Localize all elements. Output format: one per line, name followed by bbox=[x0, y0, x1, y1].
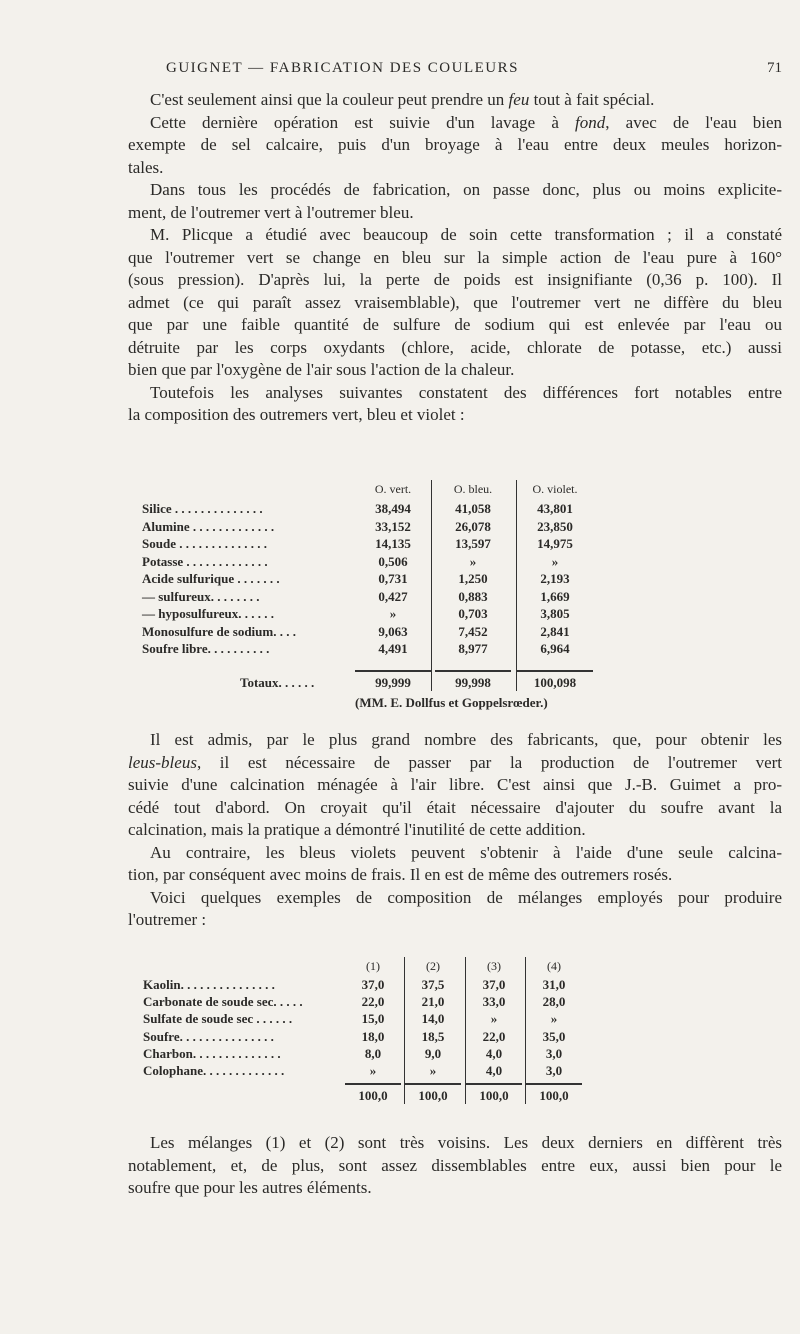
table-cell: 9,0 bbox=[424, 1045, 442, 1061]
row-label: Soufre. . . . . . . . . . . . . . . bbox=[143, 1028, 274, 1044]
text-line: tion, par conséquent avec moins de frais. Il en est de même des outremers rosés. bbox=[128, 865, 673, 884]
text-line: cédé tout d'abord. On croyait qu'il était nécessaire d'ajouter du soufre avant la bbox=[128, 797, 782, 817]
row-label: Potasse . . . . . . . . . . . . . bbox=[142, 553, 268, 569]
table-cell: 23,850 bbox=[537, 518, 573, 534]
italic-text: fond bbox=[575, 112, 606, 132]
total-rule bbox=[355, 670, 431, 672]
total-rule bbox=[345, 1083, 401, 1085]
row-label: — hyposulfureux. . . . . . bbox=[142, 606, 274, 621]
text-block-bottom bbox=[128, 1132, 782, 1200]
table-cell: 4,0 bbox=[485, 1045, 503, 1061]
table-cell: 7,452 bbox=[458, 623, 488, 639]
column-header: (2) bbox=[426, 959, 440, 973]
row-label: Acide sulfurique . . . . . . . bbox=[142, 571, 280, 586]
row-label: Soude . . . . . . . . . . . . . . bbox=[142, 536, 267, 551]
text-line: ment, de l'outremer vert à l'outremer bleu. bbox=[128, 202, 414, 222]
column-header: O. vert. bbox=[374, 482, 412, 496]
row-label: — sulfureux. . . . . . . . bbox=[142, 588, 260, 604]
table-cell: 26,078 bbox=[455, 518, 491, 534]
table-cell: 14,975 bbox=[537, 536, 573, 551]
text-line: calcination, mais la pratique a démontré l'inutilité de cette addition. bbox=[128, 820, 586, 839]
table-cell: 18,0 bbox=[361, 1028, 385, 1044]
page-header bbox=[128, 60, 782, 80]
table-cell: 1,250 bbox=[458, 571, 488, 586]
page-number: 71 bbox=[767, 60, 782, 76]
table-cell: 37,5 bbox=[421, 977, 445, 992]
table-cell: 28,0 bbox=[542, 994, 566, 1010]
total-label: Totaux. . . . . . bbox=[240, 675, 315, 690]
text-line: Les mélanges (1) et (2) sont très voisins. Les deux derniers en diffèrent très bbox=[150, 1133, 782, 1152]
column-header: (1) bbox=[366, 959, 380, 973]
table-cell: 2,193 bbox=[540, 571, 570, 586]
column-divider bbox=[465, 957, 466, 1104]
table-cell: 33,0 bbox=[482, 994, 506, 1010]
text-segment: tout à fait spécial. bbox=[529, 90, 655, 109]
text-line: Il est admis, par le plus grand nombre des fabricants, que, pour obtenir les bbox=[150, 730, 782, 749]
row-label: Soufre libre. . . . . . . . . . bbox=[142, 641, 270, 656]
column-divider bbox=[404, 957, 405, 1104]
table-cell: 15,0 bbox=[361, 1011, 385, 1027]
table-cell: » bbox=[490, 1011, 498, 1027]
table-cell: 31,0 bbox=[542, 977, 566, 992]
row-label: Colophane. . . . . . . . . . . . . bbox=[143, 1063, 285, 1078]
row-label: Sulfate de soude sec . . . . . . bbox=[143, 1011, 293, 1027]
table-cell: 33,152 bbox=[375, 518, 411, 534]
table-cell: » bbox=[429, 1063, 437, 1078]
text-line: bien que par l'oxygène de l'air sous l'action de la chaleur. bbox=[128, 360, 515, 379]
table-cell: 18,5 bbox=[421, 1028, 445, 1044]
table-cell: 21,0 bbox=[421, 994, 445, 1010]
text-segment: C'est seulement ainsi que la couleur peut prendre un bbox=[150, 90, 509, 109]
total-cell: 100,0 bbox=[539, 1088, 569, 1103]
text-block-middle bbox=[128, 729, 782, 932]
column-divider bbox=[525, 957, 526, 1104]
table-cell: 41,058 bbox=[455, 501, 491, 516]
table-cell: 2,841 bbox=[540, 623, 570, 639]
italic-text: feu bbox=[508, 90, 530, 109]
text-line: M. Plicque a étudié avec beaucoup de soin cette transformation ; il a constaté bbox=[150, 225, 782, 244]
table-cell: » bbox=[551, 553, 559, 569]
table-cell: 4,491 bbox=[378, 641, 408, 656]
text-line: soufre que pour les autres éléments. bbox=[128, 1178, 372, 1197]
table-cell: 22,0 bbox=[482, 1028, 506, 1044]
text-line: tales. bbox=[128, 157, 164, 177]
row-label: Monosulfure de sodium. . . . bbox=[142, 623, 296, 639]
table-credit: (MM. E. Dollfus et Goppelsrœder.) bbox=[355, 695, 548, 710]
text-line: exempte de sel calcaire, puis d'un broyage à l'eau entre deux meules horizon- bbox=[128, 135, 782, 154]
table-cell: » bbox=[389, 606, 397, 621]
row-label: Silice . . . . . . . . . . . . . . bbox=[142, 501, 263, 516]
text-line: Voici quelques exemples de composition de mélanges employés pour produire bbox=[150, 887, 782, 907]
text-line bbox=[128, 89, 782, 112]
text-line bbox=[128, 112, 782, 135]
table-cell: 0,427 bbox=[378, 588, 408, 604]
total-rule bbox=[435, 670, 511, 672]
table-cell: 0,506 bbox=[378, 553, 408, 569]
text-line: détruite par les corps oxydants (chlore, acide, chlorate de potasse, etc.) aussi bbox=[128, 337, 782, 357]
column-divider bbox=[431, 480, 432, 691]
row-label: Charbon. . . . . . . . . . . . . . bbox=[143, 1045, 281, 1061]
row-label: Kaolin. . . . . . . . . . . . . . . bbox=[143, 977, 275, 992]
table-cell: 3,0 bbox=[545, 1045, 563, 1061]
total-rule bbox=[405, 1083, 461, 1085]
table-cell: 22,0 bbox=[361, 994, 385, 1010]
text-line: notablement, et, de plus, sont assez dissemblables entre eux, aussi bien pour le bbox=[128, 1155, 782, 1175]
table-cell: » bbox=[550, 1011, 558, 1027]
table-cell: 4,0 bbox=[485, 1063, 503, 1078]
row-label: Alumine . . . . . . . . . . . . . bbox=[142, 518, 275, 534]
text-segment: , avec de l'eau bien bbox=[605, 112, 782, 132]
total-cell: 99,999 bbox=[375, 675, 411, 690]
table-cell: 3,0 bbox=[545, 1063, 563, 1078]
row-label: Carbonate de soude sec. . . . . bbox=[143, 994, 303, 1010]
total-cell: 100,0 bbox=[418, 1088, 448, 1103]
table-cell: 0,731 bbox=[378, 571, 408, 586]
table-cell: 0,703 bbox=[458, 606, 488, 621]
text-line: Dans tous les procédés de fabrication, on passe donc, plus ou moins explicite- bbox=[150, 180, 782, 199]
text-line: Au contraire, les bleus violets peuvent s'obtenir à l'aide d'une seule calcina- bbox=[150, 842, 782, 862]
table-cell: 8,0 bbox=[364, 1045, 382, 1061]
table-cell: 1,669 bbox=[540, 588, 570, 604]
column-divider bbox=[516, 480, 517, 691]
table-cell: 14,135 bbox=[375, 536, 411, 551]
total-cell: 100,098 bbox=[533, 675, 577, 690]
table-cell: 8,977 bbox=[458, 641, 488, 656]
table-cell: 14,0 bbox=[421, 1011, 445, 1027]
table-cell: 35,0 bbox=[542, 1028, 566, 1044]
total-rule bbox=[526, 1083, 582, 1085]
text-block-top bbox=[128, 89, 782, 427]
text-line: (sous pression). D'après lui, la perte de poids est insignifiante (0,36 p. 100). Il bbox=[128, 270, 782, 289]
total-cell: 100,0 bbox=[358, 1088, 388, 1103]
text-line: l'outremer : bbox=[128, 910, 207, 929]
total-cell: 100,0 bbox=[479, 1088, 509, 1103]
text-line: Toutefois les analyses suivantes constatent des différences fort notables entre bbox=[150, 382, 782, 402]
table-cell: 37,0 bbox=[482, 977, 506, 992]
table-cell: 13,597 bbox=[455, 536, 491, 551]
table-cell: 37,0 bbox=[361, 977, 385, 992]
text-line: admet (ce qui paraît assez vraisemblable), que l'outremer vert ne diffère du bleu bbox=[128, 292, 782, 312]
running-title: GUIGNET — FABRICATION DES COULEURS bbox=[166, 60, 519, 76]
total-rule bbox=[517, 670, 593, 672]
table-cell: 38,494 bbox=[375, 501, 411, 516]
column-header: O. bleu. bbox=[453, 482, 493, 496]
table-cell: 0,883 bbox=[458, 588, 488, 604]
table-cell: » bbox=[469, 553, 477, 569]
table-cell: 6,964 bbox=[540, 641, 570, 656]
text-segment: Cette dernière opération est suivie d'un lavage à bbox=[150, 112, 576, 132]
column-header: (4) bbox=[547, 959, 561, 973]
total-rule bbox=[466, 1083, 522, 1085]
total-cell: 99,998 bbox=[455, 675, 491, 690]
italic-text: leus-bleus bbox=[128, 752, 197, 772]
column-header: (3) bbox=[487, 959, 501, 973]
table-cell: 43,801 bbox=[537, 501, 573, 516]
text-line: que l'outremer vert se change en bleu sur la simple action de l'eau pure à 160° bbox=[128, 247, 782, 267]
column-header: O. violet. bbox=[532, 482, 578, 496]
table-cell: » bbox=[369, 1063, 377, 1078]
table-cell: 3,805 bbox=[540, 606, 570, 621]
text-line: suivie d'une calcination ménagée à l'air libre. C'est ainsi que J.-B. Guimet a pro- bbox=[128, 775, 782, 794]
table-cell: 9,063 bbox=[378, 623, 408, 639]
text-segment: , il est nécessaire de passer par la production de l'outremer vert bbox=[196, 752, 782, 772]
text-line bbox=[128, 752, 782, 775]
text-line: que par une faible quantité de sulfure de sodium qui est enlevée par l'eau ou bbox=[128, 315, 782, 334]
text-line: la composition des outremers vert, bleu et violet : bbox=[128, 405, 465, 424]
